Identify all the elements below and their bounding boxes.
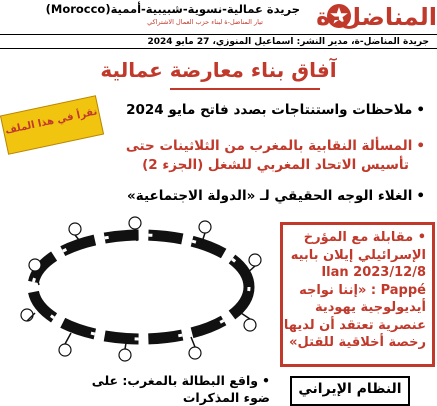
iran-regime-box: النظام الإيراني xyxy=(290,376,410,406)
chain-of-workers-illustration-icon xyxy=(5,205,277,365)
list-item xyxy=(25,188,425,205)
masthead-title: جريدة عمالية-نسوية-شبيبية-أممية(Morocco) xyxy=(45,2,300,16)
bullet-icon: • xyxy=(416,102,425,118)
interview-line: أيديولوجية يهودية xyxy=(314,300,426,315)
publication-info: جريدة المناضل-ة، مدير النشر: اسماعيل المنوزي، 27 مايو 2024 xyxy=(0,34,437,49)
list-item-label: المسألة النقابية بالمغرب من الثلاثينات حتى xyxy=(125,138,413,154)
masthead-name: المناضل-ة xyxy=(316,3,437,31)
interview-box xyxy=(280,222,435,367)
interview-line: • مقابلة مع المؤرخ xyxy=(303,230,426,245)
interview-line: رخصة أخلاقية للقتل» xyxy=(289,335,426,350)
list-item xyxy=(70,372,270,406)
bullet-icon: • xyxy=(262,373,270,388)
interview-line: Ilan 2023/12/8 xyxy=(321,265,426,280)
page-headline: آفاق بناء معارضة عمالية xyxy=(100,58,337,82)
list-item xyxy=(45,102,425,119)
stamp-label: نقرأ في هذا الملف xyxy=(4,106,99,137)
bullet-icon: • xyxy=(416,188,425,204)
list-item-label: واقع البطالة بالمغرب: على ضوء المذكرات xyxy=(91,373,270,405)
list-item xyxy=(35,138,425,155)
interview-line: عنصرية تعتقد أن لديها xyxy=(283,317,426,333)
interview-line: الإسرائيلي إيلان بابيه xyxy=(290,247,426,263)
interview-line: Pappé : «إننا نواجه xyxy=(299,282,426,298)
headline-underline xyxy=(170,88,320,90)
masthead-tagline: تيار المناضل-ة لبناء حزب العمال الاشتراكي xyxy=(147,18,263,26)
bullet-icon: • xyxy=(416,138,425,154)
list-item-label: الغلاء الوجه الحقيقي لـ «الدولة الاجتماعية» xyxy=(127,188,413,204)
list-item-label: ملاحظات واستنتاجات بصدد فاتح مايو 2024 xyxy=(126,102,413,118)
list-item-continuation: تأسيس الاتحاد المغربي للشغل (الجزء 2) xyxy=(142,157,409,173)
bullet-icon: • xyxy=(417,230,426,245)
